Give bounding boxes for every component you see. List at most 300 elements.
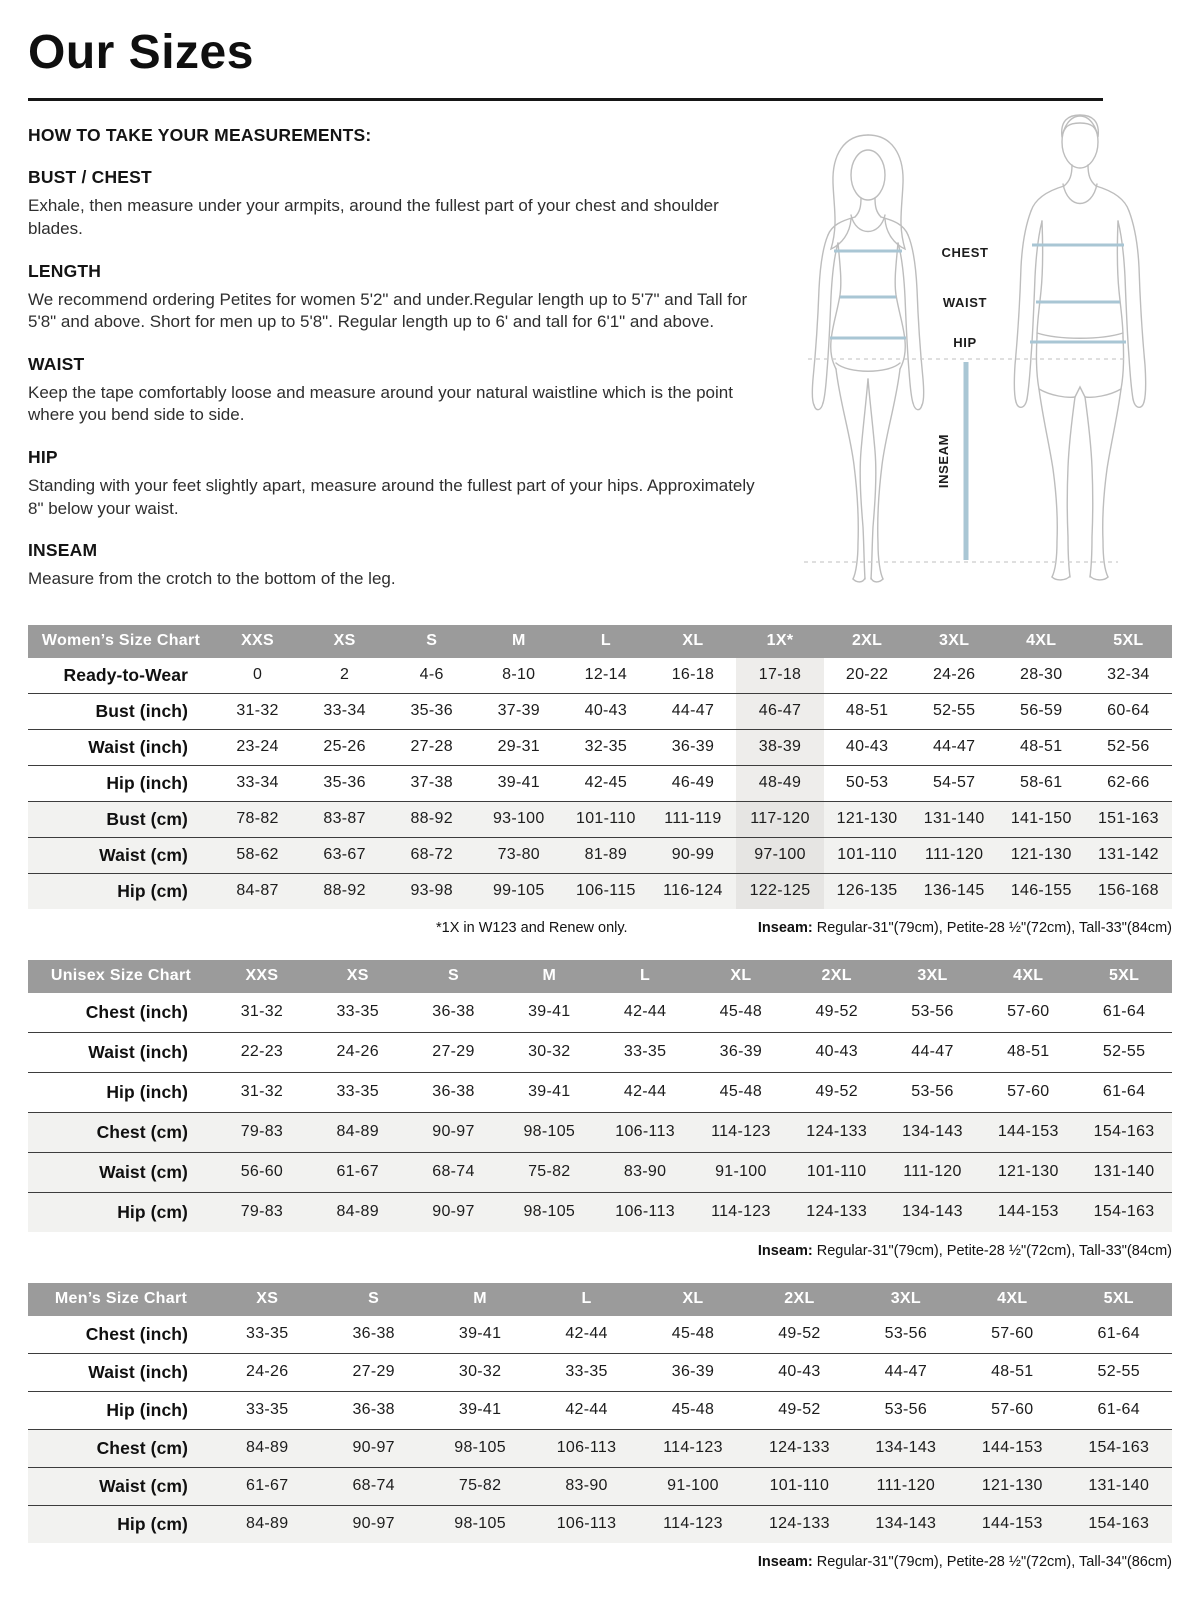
size-cell: 98-105 (501, 1112, 597, 1152)
size-cell: 154-163 (1076, 1192, 1172, 1232)
size-cell: 39-41 (497, 774, 540, 792)
size-cell: 24-26 (932, 666, 976, 684)
size-cell: 90-97 (320, 1429, 426, 1467)
size-cell: 0 (252, 666, 263, 684)
size-cell: 49-52 (815, 1083, 858, 1101)
measurement-diagram (768, 111, 1172, 593)
size-cell: 63-67 (301, 837, 388, 873)
size-cell: 106-113 (533, 1505, 639, 1543)
size-cell: 42-45 (584, 774, 628, 792)
size-cell: 146-155 (998, 873, 1085, 909)
instruction-sections (28, 167, 763, 590)
size-cell: 27-29 (432, 1043, 475, 1061)
size-cell: 61-67 (310, 1152, 406, 1192)
instructions-heading: HOW TO TAKE YOUR MEASUREMENTS: (28, 125, 372, 146)
size-cell: 52-56 (1107, 738, 1150, 756)
size-cell: 53-56 (911, 1003, 954, 1021)
table-row (28, 1032, 1172, 1072)
size-cell: 53-56 (884, 1401, 928, 1419)
size-cell: 53-56 (911, 1083, 954, 1101)
size-cell: 101-110 (746, 1467, 852, 1505)
womens-size-chart (28, 625, 1172, 909)
row-label: Hip (inch) (106, 1081, 188, 1102)
size-cell: 154-163 (1076, 1112, 1172, 1152)
size-cell: 121-130 (824, 801, 911, 837)
table-row (28, 837, 1172, 873)
size-cell: 114-123 (640, 1505, 746, 1543)
column-header-S: S (406, 960, 502, 993)
size-cell: 93-100 (475, 801, 562, 837)
table-row (28, 765, 1172, 801)
table-row (28, 1192, 1172, 1232)
size-cell: 81-89 (562, 837, 649, 873)
size-cell: 44-47 (911, 1043, 954, 1061)
row-label: Chest (inch) (85, 1001, 188, 1022)
size-cell: 46-49 (671, 774, 715, 792)
table-row (28, 1353, 1172, 1391)
table-header-row (28, 625, 1172, 658)
mens-size-chart-section (28, 1283, 1172, 1570)
column-header-L: L (533, 1283, 639, 1316)
size-cell: 79-83 (214, 1192, 310, 1232)
size-cell: 78-82 (214, 801, 301, 837)
chest-label: CHEST (941, 245, 989, 261)
column-header-XS: XS (214, 1283, 320, 1316)
size-cell: 121-130 (959, 1467, 1065, 1505)
size-cell: 33-34 (236, 774, 279, 792)
size-cell: 58-61 (1020, 774, 1063, 792)
inseam-note-label: Inseam: (757, 1553, 813, 1570)
row-label: Bust (cm) (28, 801, 214, 837)
row-label: Waist (cm) (28, 1152, 214, 1192)
size-cell: 131-140 (911, 801, 998, 837)
size-cell: 154-163 (1066, 1429, 1173, 1467)
size-cell: 154-163 (1066, 1505, 1173, 1543)
size-charts (28, 625, 1172, 1570)
size-cell: 8-10 (502, 666, 536, 684)
unisex-size-chart (28, 960, 1172, 1232)
size-cell: 29-31 (497, 738, 540, 756)
size-cell: 90-97 (320, 1505, 426, 1543)
section-body: Keep the tape comfortably loose and measure around your natural waistline which is the point where you bend side to side. (28, 382, 733, 425)
size-cell: 42-44 (623, 1083, 667, 1101)
size-cell: 97-100 (736, 837, 823, 873)
size-cell: 57-60 (1007, 1003, 1050, 1021)
size-cell: 101-110 (824, 837, 911, 873)
size-cell: 46-47 (736, 693, 823, 729)
inseam-label: INSEAM (936, 434, 951, 489)
size-cell: 44-47 (884, 1363, 928, 1381)
size-cell: 52-55 (1102, 1043, 1146, 1061)
size-cell: 124-133 (789, 1192, 885, 1232)
size-cell: 16-18 (671, 666, 715, 684)
table-row (28, 658, 1172, 694)
row-label: Hip (cm) (28, 1192, 214, 1232)
size-cell: 106-113 (597, 1192, 693, 1232)
size-cell: 131-140 (1066, 1467, 1173, 1505)
size-cell: 121-130 (998, 837, 1085, 873)
size-cell: 84-89 (310, 1192, 406, 1232)
womens-1x-footnote: *1X in W123 and Renew only. (436, 919, 628, 936)
size-cell: 144-153 (959, 1429, 1065, 1467)
table-row (28, 729, 1172, 765)
size-cell: 124-133 (746, 1429, 852, 1467)
size-cell: 122-125 (736, 873, 823, 909)
size-cell: 33-35 (246, 1325, 289, 1343)
size-cell: 48-51 (845, 702, 889, 720)
unisex-inseam-note (758, 1243, 1172, 1259)
column-header-4XL: 4XL (998, 625, 1085, 658)
size-cell: 44-47 (932, 738, 976, 756)
size-cell: 134-143 (853, 1429, 959, 1467)
unisex-size-table (28, 960, 1172, 1232)
size-cell: 37-39 (497, 702, 540, 720)
size-cell: 33-35 (565, 1363, 608, 1381)
row-label: Waist (inch) (88, 736, 188, 757)
column-header-2XL: 2XL (824, 625, 911, 658)
size-cell: 144-153 (980, 1192, 1076, 1232)
womens-size-table (28, 625, 1172, 909)
inseam-note-text: Regular-31"(79cm), Petite-28 ½"(72cm), Tall-33"(84cm) (812, 919, 1172, 936)
size-cell: 111-120 (853, 1467, 959, 1505)
column-header-2XL: 2XL (789, 960, 885, 993)
table-header-row (28, 960, 1172, 993)
inseam-note-text: Regular-31"(79cm), Petite-28 ½"(72cm), Tall-33"(84cm) (812, 1242, 1172, 1259)
size-cell: 90-99 (649, 837, 736, 873)
size-cell: 156-168 (1085, 873, 1172, 909)
size-cell: 39-41 (528, 1083, 571, 1101)
size-cell: 50-53 (845, 774, 889, 792)
unisex-size-chart-section (28, 960, 1172, 1259)
size-cell: 114-123 (693, 1192, 789, 1232)
column-header-2XL: 2XL (746, 1283, 852, 1316)
row-label: Hip (inch) (106, 1399, 188, 1420)
size-cell: 17-18 (736, 658, 823, 694)
size-cell: 36-39 (671, 1363, 715, 1381)
column-header-M: M (475, 625, 562, 658)
womens-size-chart-section (28, 625, 1172, 936)
size-cell: 79-83 (214, 1112, 310, 1152)
size-cell: 33-34 (323, 702, 366, 720)
size-cell: 111-120 (911, 837, 998, 873)
column-header-M: M (427, 1283, 533, 1316)
size-cell: 45-48 (671, 1325, 715, 1343)
size-cell: 30-32 (528, 1043, 571, 1061)
size-cell: 4-6 (419, 666, 444, 684)
size-cell: 144-153 (980, 1112, 1076, 1152)
hip-label: HIP (953, 335, 977, 351)
table-row (28, 1316, 1172, 1354)
mens-table-title: Men’s Size Chart (28, 1283, 214, 1316)
column-header-5XL: 5XL (1066, 1283, 1173, 1316)
size-cell: 134-143 (885, 1112, 981, 1152)
inseam-note-label: Inseam: (757, 1242, 813, 1259)
column-header-XL: XL (693, 960, 789, 993)
size-cell: 48-51 (1007, 1043, 1050, 1061)
mens-inseam-note (758, 1554, 1172, 1570)
size-cell: 84-89 (214, 1429, 320, 1467)
size-cell: 45-48 (719, 1003, 763, 1021)
size-cell: 121-130 (980, 1152, 1076, 1192)
size-cell: 61-64 (1097, 1325, 1140, 1343)
section-title: WAIST (28, 353, 85, 374)
size-cell: 25-26 (323, 738, 366, 756)
womens-table-title: Women’s Size Chart (28, 625, 214, 658)
waist-label: WAIST (942, 295, 988, 311)
size-cell: 101-110 (562, 801, 649, 837)
row-label: Waist (inch) (88, 1041, 188, 1062)
size-cell: 31-32 (236, 702, 279, 720)
size-cell: 88-92 (301, 873, 388, 909)
section-body: Exhale, then measure under your armpits, around the fullest part of your chest and shoulder blades. (28, 196, 719, 238)
size-cell: 106-113 (597, 1112, 693, 1152)
column-header-4XL: 4XL (959, 1283, 1065, 1316)
size-cell: 53-56 (884, 1325, 928, 1343)
size-cell: 45-48 (719, 1083, 763, 1101)
size-cell: 45-48 (671, 1401, 715, 1419)
column-header-M: M (501, 960, 597, 993)
size-cell: 36-38 (432, 1083, 475, 1101)
size-cell: 36-39 (719, 1043, 763, 1061)
size-cell: 40-43 (845, 738, 889, 756)
size-cell: 90-97 (406, 1112, 502, 1152)
column-header-XL: XL (649, 625, 736, 658)
size-cell: 39-41 (528, 1003, 571, 1021)
table-row (28, 1391, 1172, 1429)
table-row (28, 993, 1172, 1033)
section-body: We recommend ordering Petites for women 5'2" and under.Regular length up to 5'7" and Tall for 5'8" and above. Short for men up to 5'8". Regular length up to 6' and tall for 6'1" and above. (28, 289, 748, 332)
size-cell: 83-87 (301, 801, 388, 837)
section-title: INSEAM (28, 540, 98, 561)
size-cell: 49-52 (778, 1401, 821, 1419)
size-cell: 98-105 (501, 1192, 597, 1232)
size-cell: 42-44 (565, 1401, 608, 1419)
table-header-row (28, 1283, 1172, 1316)
size-cell: 111-119 (649, 801, 736, 837)
column-header-S: S (320, 1283, 426, 1316)
size-cell: 52-55 (1097, 1363, 1140, 1381)
row-label: Hip (cm) (28, 873, 214, 909)
column-header-XXS: XXS (214, 960, 310, 993)
section-body: Measure from the crotch to the bottom of the leg. (28, 569, 396, 589)
size-cell: 44-47 (671, 702, 715, 720)
size-cell: 23-24 (236, 738, 279, 756)
size-cell: 91-100 (640, 1467, 746, 1505)
size-cell: 57-60 (991, 1401, 1034, 1419)
size-cell: 131-142 (1085, 837, 1172, 873)
column-header-S: S (388, 625, 475, 658)
size-cell: 68-74 (406, 1152, 502, 1192)
column-header-4XL: 4XL (980, 960, 1076, 993)
size-cell: 33-35 (623, 1043, 667, 1061)
row-label: Hip (cm) (28, 1505, 214, 1543)
instruction-section (28, 167, 763, 240)
row-label: Ready-to-Wear (63, 664, 188, 685)
size-cell: 126-135 (824, 873, 911, 909)
size-cell: 90-97 (406, 1192, 502, 1232)
unisex-table-notes (28, 1243, 1172, 1259)
size-cell: 57-60 (991, 1325, 1034, 1343)
title-divider (28, 98, 1103, 101)
size-cell: 61-64 (1102, 1003, 1146, 1021)
size-cell: 39-41 (458, 1401, 502, 1419)
size-cell: 58-62 (214, 837, 301, 873)
size-cell: 49-52 (778, 1325, 821, 1343)
size-cell: 36-38 (352, 1401, 395, 1419)
table-row (28, 1112, 1172, 1152)
size-cell: 27-29 (352, 1363, 395, 1381)
size-cell: 101-110 (789, 1152, 885, 1192)
body-measurement-illustration (768, 111, 1172, 593)
size-cell: 151-163 (1085, 801, 1172, 837)
size-cell: 31-32 (240, 1083, 284, 1101)
size-cell: 98-105 (427, 1505, 533, 1543)
size-cell: 131-140 (1076, 1152, 1172, 1192)
table-row (28, 873, 1172, 909)
size-cell: 42-44 (565, 1325, 608, 1343)
size-cell: 30-32 (458, 1363, 502, 1381)
size-cell: 91-100 (693, 1152, 789, 1192)
size-cell: 56-60 (214, 1152, 310, 1192)
size-cell: 99-105 (475, 873, 562, 909)
size-cell: 2 (340, 666, 350, 684)
size-cell: 35-36 (410, 702, 453, 720)
size-cell: 33-35 (246, 1401, 289, 1419)
size-cell: 61-67 (214, 1467, 320, 1505)
table-row (28, 1072, 1172, 1112)
size-cell: 106-113 (533, 1429, 639, 1467)
size-cell: 124-133 (746, 1505, 852, 1543)
size-cell: 73-80 (475, 837, 562, 873)
size-cell: 141-150 (998, 801, 1085, 837)
column-header-3XL: 3XL (853, 1283, 959, 1316)
column-header-L: L (597, 960, 693, 993)
size-cell: 37-38 (410, 774, 453, 792)
column-header-3XL: 3XL (885, 960, 981, 993)
inseam-note-label: Inseam: (757, 919, 813, 936)
column-header-5XL: 5XL (1085, 625, 1172, 658)
size-cell: 93-98 (388, 873, 475, 909)
size-cell: 56-59 (1020, 702, 1063, 720)
table-row (28, 1505, 1172, 1543)
column-header-3XL: 3XL (911, 625, 998, 658)
male-silhouette (1014, 115, 1145, 580)
row-label: Chest (inch) (85, 1323, 188, 1344)
inseam-note-text: Regular-31"(79cm), Petite-28 ½"(72cm), Tall-34"(86cm) (812, 1553, 1172, 1570)
column-header-1X: 1X* (736, 625, 823, 658)
size-cell: 22-23 (240, 1043, 284, 1061)
size-cell: 49-52 (815, 1003, 858, 1021)
size-cell: 75-82 (501, 1152, 597, 1192)
size-cell: 52-55 (932, 702, 976, 720)
page-title: Our Sizes (28, 26, 254, 79)
size-cell: 61-64 (1102, 1083, 1146, 1101)
size-cell: 83-90 (597, 1152, 693, 1192)
size-cell: 48-49 (736, 765, 823, 801)
column-header-XL: XL (640, 1283, 746, 1316)
size-cell: 40-43 (584, 702, 628, 720)
size-cell: 40-43 (815, 1043, 858, 1061)
size-cell: 57-60 (1007, 1083, 1050, 1101)
size-cell: 84-89 (214, 1505, 320, 1543)
instruction-section (28, 540, 763, 591)
size-cell: 24-26 (336, 1043, 379, 1061)
mens-size-chart (28, 1283, 1172, 1543)
row-label: Chest (cm) (28, 1112, 214, 1152)
size-cell: 134-143 (853, 1505, 959, 1543)
size-cell: 114-123 (693, 1112, 789, 1152)
size-cell: 84-87 (214, 873, 301, 909)
size-cell: 114-123 (640, 1429, 746, 1467)
size-cell: 33-35 (336, 1083, 379, 1101)
size-cell: 83-90 (533, 1467, 639, 1505)
section-body: Standing with your feet slightly apart, measure around the fullest part of your hips. Approximately 8" below your waist. (28, 476, 755, 518)
column-header-XS: XS (310, 960, 406, 993)
mens-table-notes (28, 1554, 1172, 1570)
size-cell: 27-28 (410, 738, 453, 756)
size-cell: 124-133 (789, 1112, 885, 1152)
size-cell: 28-30 (1020, 666, 1063, 684)
size-cell: 61-64 (1097, 1401, 1140, 1419)
size-cell: 111-120 (885, 1152, 981, 1192)
row-label: Hip (inch) (106, 772, 188, 793)
size-cell: 40-43 (778, 1363, 821, 1381)
size-cell: 117-120 (736, 801, 823, 837)
size-cell: 116-124 (649, 873, 736, 909)
unisex-table-title: Unisex Size Chart (28, 960, 214, 993)
table-row (28, 1467, 1172, 1505)
size-cell: 39-41 (458, 1325, 502, 1343)
size-cell: 98-105 (427, 1429, 533, 1467)
size-cell: 136-145 (911, 873, 998, 909)
size-cell: 106-115 (562, 873, 649, 909)
instruction-section (28, 261, 763, 334)
size-cell: 144-153 (959, 1505, 1065, 1543)
size-cell: 42-44 (623, 1003, 667, 1021)
size-cell: 36-38 (432, 1003, 475, 1021)
size-cell: 24-26 (246, 1363, 289, 1381)
size-cell: 32-34 (1107, 666, 1150, 684)
instruction-section (28, 354, 763, 427)
table-row (28, 1429, 1172, 1467)
column-header-L: L (562, 625, 649, 658)
size-cell: 35-36 (323, 774, 366, 792)
size-cell: 54-57 (932, 774, 976, 792)
intro-section (28, 125, 1172, 610)
table-row (28, 1152, 1172, 1192)
size-cell: 68-74 (320, 1467, 426, 1505)
section-title: BUST / CHEST (28, 167, 152, 188)
size-cell: 62-66 (1107, 774, 1150, 792)
size-cell: 36-39 (671, 738, 715, 756)
size-cell: 48-51 (1020, 738, 1063, 756)
row-label: Chest (cm) (28, 1429, 214, 1467)
column-header-XXS: XXS (214, 625, 301, 658)
row-label: Bust (inch) (95, 700, 188, 721)
row-label: Waist (cm) (28, 837, 214, 873)
size-cell: 36-38 (352, 1325, 395, 1343)
measurement-instructions (28, 125, 763, 610)
mens-size-table (28, 1283, 1172, 1543)
size-cell: 88-92 (388, 801, 475, 837)
table-row (28, 693, 1172, 729)
size-cell: 75-82 (427, 1467, 533, 1505)
size-cell: 20-22 (845, 666, 889, 684)
size-cell: 32-35 (584, 738, 628, 756)
size-cell: 38-39 (736, 729, 823, 765)
column-header-XS: XS (301, 625, 388, 658)
size-cell: 60-64 (1107, 702, 1150, 720)
